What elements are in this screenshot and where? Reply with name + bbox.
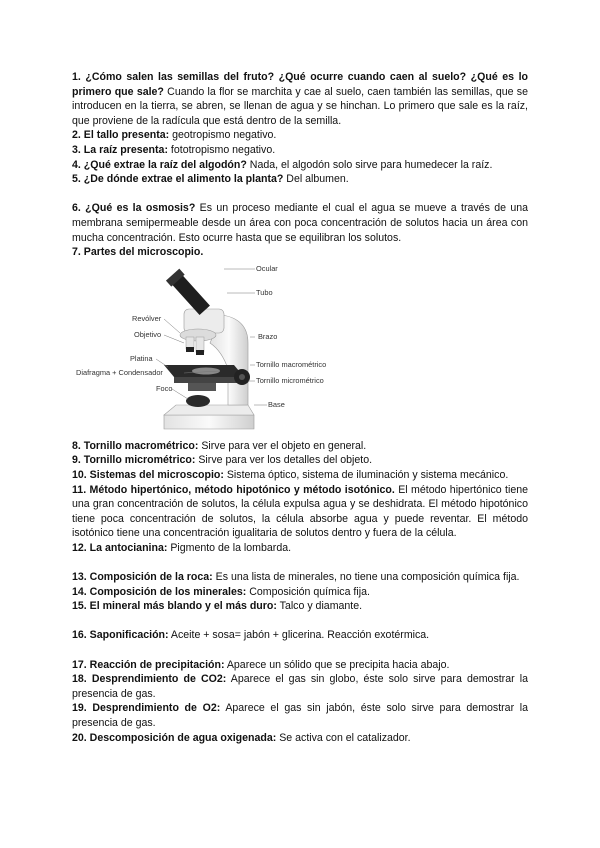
question: 9. Tornillo micrométrico: bbox=[72, 454, 196, 467]
document-page bbox=[72, 70, 528, 745]
question: 15. El mineral más blando y el más duro: bbox=[72, 600, 277, 613]
answer: El método hipertónico tiene una gran concentración de solutos, la célula expulsa agua y se deshidrata. El método hipotónico tiene poca concentración de solutos, la célula absorbe agua y puede reventar. El método isotónico tiene una concentración igualitaria de solutos dentro y fuera de la célula. bbox=[72, 483, 529, 540]
question: 18. Desprendimiento de CO2: bbox=[72, 673, 227, 686]
question: 4. ¿Qué extrae la raíz del algodón? bbox=[72, 158, 247, 171]
item-16 bbox=[72, 628, 528, 643]
item-8 bbox=[72, 439, 528, 454]
question: 13. Composición de la roca: bbox=[72, 571, 213, 584]
item-4 bbox=[72, 158, 528, 173]
question: 3. La raíz presenta: bbox=[72, 143, 168, 156]
question: 12. La antocianina: bbox=[72, 541, 168, 554]
question: 20. Descomposición de agua oxigenada: bbox=[72, 731, 277, 744]
spacer bbox=[72, 187, 528, 202]
item-19 bbox=[72, 701, 528, 730]
spacer bbox=[72, 555, 528, 570]
label-platina: Platina bbox=[130, 353, 153, 363]
answer: Sirve para ver el objeto en general. bbox=[198, 439, 367, 452]
answer: Cuando la flor se marchita y cae al suelo, caen también las semillas, que se introducen en la tierra, se abren, se llenan de agua y se hinchan. Lo primero que sale es la raíz, que proviene de la radícula que está dentro de la semilla. bbox=[72, 85, 528, 127]
item-10 bbox=[72, 468, 528, 483]
label-revolver: Revólver bbox=[132, 313, 162, 323]
item-9 bbox=[72, 453, 528, 468]
question: 8. Tornillo macrométrico: bbox=[72, 439, 199, 452]
answer: Es un proceso mediante el cual el agua se mueve a través de una membrana semipermeable desde un área con poca concentración de solutos hacia un área con mucha concentración. Esto ocurre hasta que se equilibran los solutos. bbox=[72, 202, 528, 244]
label-base: Base bbox=[268, 399, 285, 409]
microscope-illustration bbox=[72, 263, 528, 435]
item-14 bbox=[72, 585, 528, 600]
answer: Se activa con el catalizador. bbox=[276, 731, 411, 744]
item-17 bbox=[72, 658, 528, 673]
answer: geotropismo negativo. bbox=[169, 129, 277, 142]
answer: Nada, el algodón solo sirve para humedecer la raíz. bbox=[246, 158, 493, 171]
question: 16. Saponificación: bbox=[72, 629, 169, 642]
item-3 bbox=[72, 143, 528, 158]
label-ocular: Ocular bbox=[256, 263, 278, 273]
question: 5. ¿De dónde extrae el alimento la planta? bbox=[72, 173, 284, 186]
label-tornillo-micro: Tornillo micrométrico bbox=[256, 375, 324, 385]
item-20 bbox=[72, 731, 528, 746]
answer: Aceite + sosa= jabón + glicerina. Reacción exotérmica. bbox=[168, 629, 430, 642]
label-foco: Foco bbox=[156, 383, 173, 393]
item-13 bbox=[72, 570, 528, 585]
label-tornillo-macro: Tornillo macrométrico bbox=[256, 359, 327, 369]
question: 6. ¿Qué es la osmosis? bbox=[72, 202, 196, 215]
item-15 bbox=[72, 599, 528, 614]
question: 7. Partes del microscopio. bbox=[72, 246, 204, 259]
question: 14. Composición de los minerales: bbox=[72, 585, 247, 598]
question: 11. Método hipertónico, método hipotónico y método isotónico. bbox=[72, 483, 395, 496]
label-brazo: Brazo bbox=[258, 331, 278, 341]
question: 10. Sistemas del microscopio: bbox=[72, 468, 224, 481]
item-11 bbox=[72, 483, 528, 541]
answer: Aparece el gas sin jabón, éste solo sirve para demostrar la presencia de gas. bbox=[72, 702, 528, 729]
answer: Del albumen. bbox=[283, 173, 349, 186]
item-2 bbox=[72, 128, 528, 143]
item-7 bbox=[72, 245, 528, 260]
answer: Sistema óptico, sistema de iluminación y sistema mecánico. bbox=[223, 468, 509, 481]
spacer bbox=[72, 643, 528, 658]
item-6 bbox=[72, 201, 528, 245]
label-diafragma: Diafragma + Condensador bbox=[76, 367, 163, 377]
question: 19. Desprendimiento de O2: bbox=[72, 702, 221, 715]
microscope-figure bbox=[72, 263, 528, 435]
answer: Pigmento de la lombarda. bbox=[167, 541, 292, 554]
answer: Aparece un sólido que se precipita hacia abajo. bbox=[224, 658, 450, 671]
spacer bbox=[72, 614, 528, 629]
label-tubo: Tubo bbox=[256, 287, 273, 297]
item-1 bbox=[72, 70, 528, 128]
item-18 bbox=[72, 672, 528, 701]
answer: Sirve para ver los detalles del objeto. bbox=[195, 454, 373, 467]
label-objetivo: Objetivo bbox=[134, 329, 162, 339]
question: 17. Reacción de precipitación: bbox=[72, 658, 225, 671]
answer: fototropismo negativo. bbox=[167, 143, 276, 156]
answer: Es una lista de minerales, no tiene una composición química fija. bbox=[212, 571, 520, 584]
answer: Aparece el gas sin globo, éste solo sirve para demostrar la presencia de gas. bbox=[72, 673, 528, 700]
answer: Composición química fija. bbox=[246, 585, 370, 598]
item-12 bbox=[72, 541, 528, 556]
question: 1. ¿Cómo salen las semillas del fruto? ¿Qué ocurre cuando caen al suelo? ¿Qué es lo primero que sale? bbox=[72, 71, 528, 98]
question: 2. El tallo presenta: bbox=[72, 129, 170, 142]
item-5 bbox=[72, 172, 528, 187]
answer: Talco y diamante. bbox=[276, 600, 363, 613]
